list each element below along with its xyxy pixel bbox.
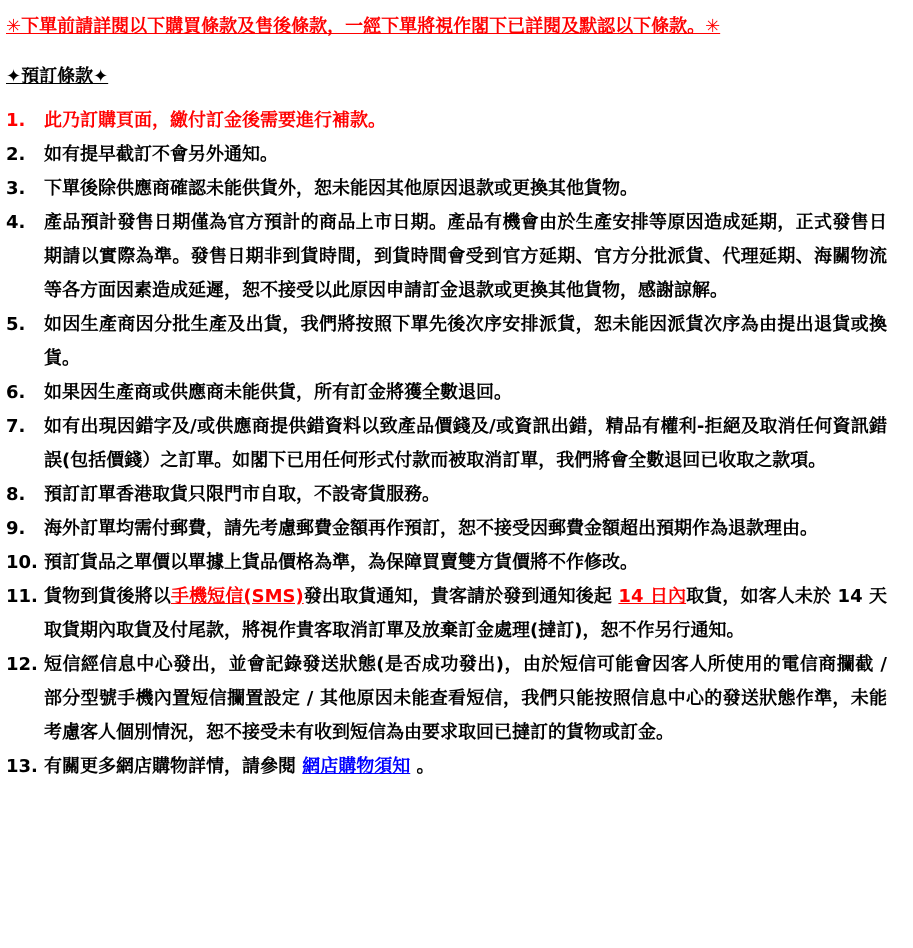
item-text — [44, 144, 278, 165]
deposit-notice-text: 此乃訂購頁面，繳付訂金後需要進行補款。 — [44, 110, 386, 131]
terms-item-3 — [6, 172, 887, 206]
item-text — [44, 314, 887, 369]
item-text — [44, 552, 638, 573]
terms-item-2-text: 如有提早截訂不會另外通知。 — [44, 144, 278, 165]
terms-item-5-text: 如因生產商因分批生產及出貨，我們將按照下單先後次序安排派貨，恕未能因派貨次序為由提出退貨或換貨。 — [44, 314, 887, 369]
item-text — [44, 484, 440, 505]
terms-item-1 — [6, 104, 887, 138]
item-text — [44, 110, 386, 131]
section-header-preorder-terms: ✦預訂條款✦ — [6, 66, 109, 87]
item-number: 2. — [6, 144, 26, 165]
terms-item-7 — [6, 410, 887, 478]
item-number: 11. — [6, 586, 38, 607]
item-text — [44, 586, 887, 641]
terms-item-13-text: 。 — [410, 756, 435, 777]
terms-item-5 — [6, 308, 887, 376]
terms-item-11 — [6, 580, 887, 648]
item-number: 6. — [6, 382, 26, 403]
terms-item-11-text: 發出取貨通知，貴客請於發到通知後起 — [303, 586, 619, 607]
item-text — [44, 654, 887, 743]
terms-list — [6, 104, 887, 784]
terms-item-3-text: 下單後除供應商確認未能供貨外，恕未能因其他原因退款或更換其他貨物。 — [44, 178, 638, 199]
item-number: 8. — [6, 484, 26, 505]
terms-item-9-text: 海外訂單均需付郵費，請先考慮郵費金額再作預訂，恕不接受因郵費金額超出預期作為退款理由。 — [44, 518, 818, 539]
terms-item-7-text: 如有出現因錯字及/或供應商提供錯資料以致產品價錢及/或資訊出錯，精品有權利-拒絕及取消任何資訊錯誤(包括價錢）之訂單。如閣下已用任何形式付款而被取消訂單，我們將會全數退回已收取之款項。 — [44, 416, 887, 471]
terms-item-2 — [6, 138, 887, 172]
item-number: 7. — [6, 416, 26, 437]
item-text — [44, 518, 818, 539]
terms-item-12 — [6, 648, 887, 750]
item-text — [44, 212, 887, 301]
item-number: 10. — [6, 552, 38, 573]
item-number: 5. — [6, 314, 26, 335]
page-title: ✳下單前請詳閱以下購買條款及售後條款，一經下單將視作閣下已詳閱及默認以下條款。✳ — [6, 16, 721, 37]
terms-item-8-text: 預訂訂單香港取貨只限門市自取，不設寄貨服務。 — [44, 484, 440, 505]
terms-item-8 — [6, 478, 887, 512]
item-number: 12. — [6, 654, 38, 675]
item-number: 9. — [6, 518, 26, 539]
terms-item-10 — [6, 546, 887, 580]
terms-item-13 — [6, 750, 887, 784]
terms-item-4-text: 產品預計發售日期僅為官方預計的商品上市日期。產品有機會由於生產安排等原因造成延期，正式發售日期請以實際為準。發售日期非到貨時間，到貨時間會受到官方延期、官方分批派貨、代理延期、海關物流等各方面因素造成延遲，恕不接受以此原因申請訂金退款或更換其他貨物，感謝諒解。 — [44, 212, 887, 301]
item-text — [44, 756, 435, 777]
item-text — [44, 416, 887, 471]
sms-highlight: 手機短信(SMS) — [170, 586, 304, 607]
pickup-deadline-highlight: 14 日內 — [618, 586, 687, 607]
item-text — [44, 382, 512, 403]
terms-item-9 — [6, 512, 887, 546]
item-number: 1. — [6, 110, 26, 131]
terms-item-13-text: 有關更多網店購物詳情，請參閱 — [44, 756, 303, 777]
item-number: 4. — [6, 212, 26, 233]
terms-item-12-text: 短信經信息中心發出，並會記錄發送狀態(是否成功發出)，由於短信可能會因客人所使用的電信商攔截 / 部分型號手機內置短信攔置設定 / 其他原因未能查看短信，我們只能按照信息中心的發送狀態作準，未能考慮客人個別情況，恕不接受未有收到短信為由要求取回已撻訂的貨物或訂金。 — [44, 654, 887, 743]
online-shop-guide-link[interactable]: 網店購物須知 — [302, 756, 411, 777]
terms-item-6-text: 如果因生產商或供應商未能供貨，所有訂金將獲全數退回。 — [44, 382, 512, 403]
item-text — [44, 178, 638, 199]
terms-item-11-text: 貨物到貨後將以 — [44, 586, 171, 607]
terms-item-6 — [6, 376, 887, 410]
terms-item-11-text: 取貨，如客人未於 14 天取貨期內取貨及付尾款，將視作貴客取消訂單及放棄訂金處理(撻訂)，恕不作另行通知。 — [44, 586, 887, 641]
terms-item-10-text: 預訂貨品之單價以單據上貨品價格為準，為保障買賣雙方貨價將不作修改。 — [44, 552, 638, 573]
item-number: 3. — [6, 178, 26, 199]
item-number: 13. — [6, 756, 38, 777]
terms-item-4 — [6, 206, 887, 308]
